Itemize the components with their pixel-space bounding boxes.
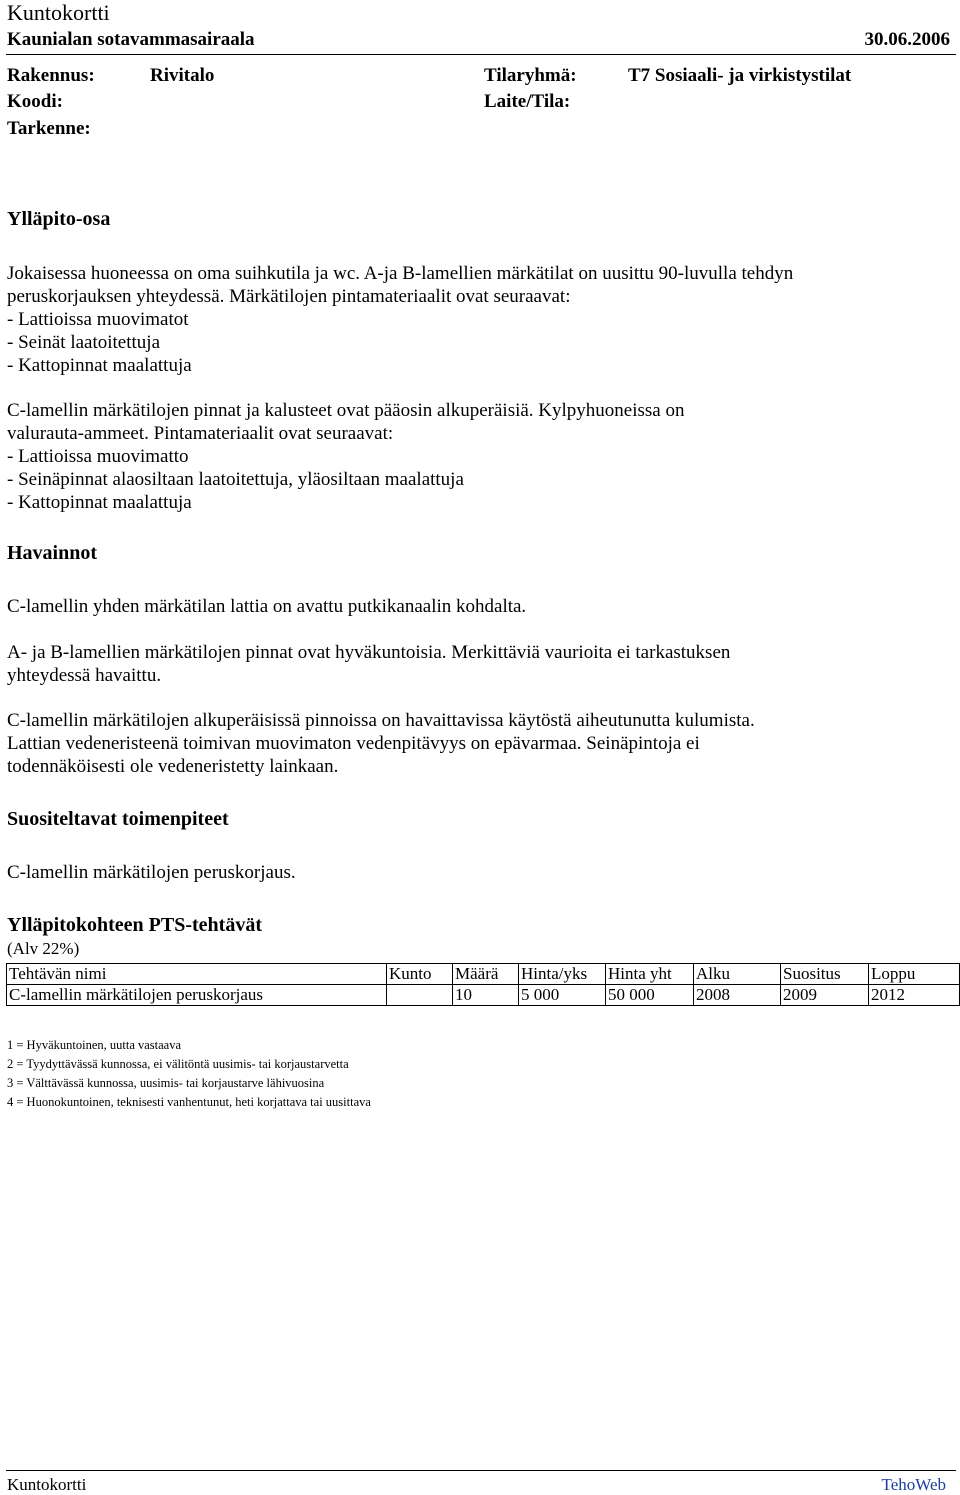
- table-row: [7, 985, 960, 1006]
- legend-item: 2 = Tyydyttävässä kunnossa, ei välitöntä uusimis- tai korjaustarvetta: [7, 1057, 349, 1071]
- column-header: Määrä: [453, 964, 519, 985]
- legend-item: 4 = Huonokuntoinen, teknisesti vanhentunut, heti korjattava tai uusittava: [7, 1095, 371, 1109]
- table-cell: 2008: [694, 985, 781, 1006]
- vat-note: (Alv 22%): [7, 939, 80, 958]
- text-line: todennäköisesti ole vedeneristetty lainkaan.: [7, 756, 339, 777]
- pts-table: [6, 963, 960, 1006]
- table-cell: 2009: [781, 985, 869, 1006]
- column-header: Alku: [694, 964, 781, 985]
- text-line: C-lamellin yhden märkätilan lattia on avattu putkikanaalin kohdalta.: [7, 596, 527, 617]
- tarkenne-label: Tarkenne:: [7, 118, 91, 139]
- text-line: C-lamellin märkätilojen alkuperäisissä pinnoissa on havaittavissa käytöstä aiheutunutta kulumista.: [7, 710, 755, 731]
- column-header: Kunto: [387, 964, 453, 985]
- column-header: Hinta/yks: [519, 964, 606, 985]
- footer-tehoweb-link[interactable]: TehoWeb: [881, 1475, 946, 1494]
- yllapito-heading: Ylläpito-osa: [7, 208, 111, 230]
- text-line: peruskorjauksen yhteydessä. Märkätilojen pintamateriaalit ovat seuraavat:: [7, 286, 571, 307]
- table-cell: 2012: [869, 985, 960, 1006]
- text-line: - Lattioissa muovimatot: [7, 309, 189, 330]
- document-title: Kuntokortti: [7, 0, 110, 25]
- rakennus-value: Rivitalo: [150, 65, 215, 86]
- suositeltavat-heading: Suositeltavat toimenpiteet: [7, 808, 229, 830]
- table-cell: 10: [453, 985, 519, 1006]
- table-cell: C-lamellin märkätilojen peruskorjaus: [7, 985, 387, 1006]
- document-date: 30.06.2006: [864, 29, 950, 50]
- table-header-row: [7, 964, 960, 985]
- text-line: - Seinäpinnat alaosiltaan laatoitettuja, yläosiltaan maalattuja: [7, 469, 464, 490]
- column-header: Suositus: [781, 964, 869, 985]
- tilaryhma-label: Tilaryhmä:: [484, 65, 577, 86]
- laite-tila-label: Laite/Tila:: [484, 91, 571, 112]
- table-cell: [387, 985, 453, 1006]
- text-line: - Kattopinnat maalattuja: [7, 355, 192, 376]
- text-line: C-lamellin märkätilojen pinnat ja kalusteet ovat pääosin alkuperäisiä. Kylpyhuoneissa on: [7, 400, 685, 421]
- column-header: Hinta yht: [606, 964, 694, 985]
- text-line: - Seinät laatoitettuja: [7, 332, 161, 353]
- text-line: - Kattopinnat maalattuja: [7, 492, 192, 513]
- text-line: A- ja B-lamellien märkätilojen pinnat ovat hyväkuntoisia. Merkittäviä vaurioita ei tarkastuksen: [7, 642, 731, 663]
- column-header: Loppu: [869, 964, 960, 985]
- legend-item: 1 = Hyväkuntoinen, uutta vastaava: [7, 1038, 182, 1052]
- table-cell: 50 000: [606, 985, 694, 1006]
- text-line: C-lamellin märkätilojen peruskorjaus.: [7, 862, 296, 883]
- text-line: - Lattioissa muovimatto: [7, 446, 189, 467]
- havainnot-heading: Havainnot: [7, 542, 98, 564]
- yllapito-paragraph-2: [7, 399, 957, 514]
- havainnot-paragraph-2: [7, 641, 957, 687]
- pts-heading: Ylläpitokohteen PTS-tehtävät: [7, 914, 262, 936]
- tilaryhma-value: T7 Sosiaali- ja virkistystilat: [628, 65, 852, 86]
- havainnot-paragraph-3: [7, 709, 957, 778]
- text-line: valurauta-ammeet. Pintamateriaalit ovat seuraavat:: [7, 423, 394, 444]
- text-line: Jokaisessa huoneessa on oma suihkutila ja wc. A-ja B-lamellien märkätilat on uusittu 90-luvulla tehdyn: [7, 263, 794, 284]
- footer-divider: [6, 1470, 956, 1471]
- text-line: Lattian vedeneristeenä toimivan muovimaton vedenpitävyys on epävarmaa. Seinäpintoja ei: [7, 733, 700, 754]
- table-cell: 5 000: [519, 985, 606, 1006]
- text-line: yhteydessä havaittu.: [7, 665, 162, 686]
- column-header: Tehtävän nimi: [7, 964, 387, 985]
- havainnot-paragraph-1: [7, 595, 957, 618]
- koodi-label: Koodi:: [7, 91, 63, 112]
- rakennus-label: Rakennus:: [7, 65, 95, 86]
- suositeltavat-text: [7, 861, 957, 884]
- condition-legend: [7, 1036, 371, 1112]
- organization-name: Kaunialan sotavammasairaala: [7, 29, 255, 50]
- header-divider: [6, 54, 956, 55]
- legend-item: 3 = Välttävässä kunnossa, uusimis- tai korjaustarve lähivuosina: [7, 1076, 325, 1090]
- footer-doc-name: Kuntokortti: [7, 1475, 87, 1494]
- yllapito-paragraph-1: [7, 262, 957, 377]
